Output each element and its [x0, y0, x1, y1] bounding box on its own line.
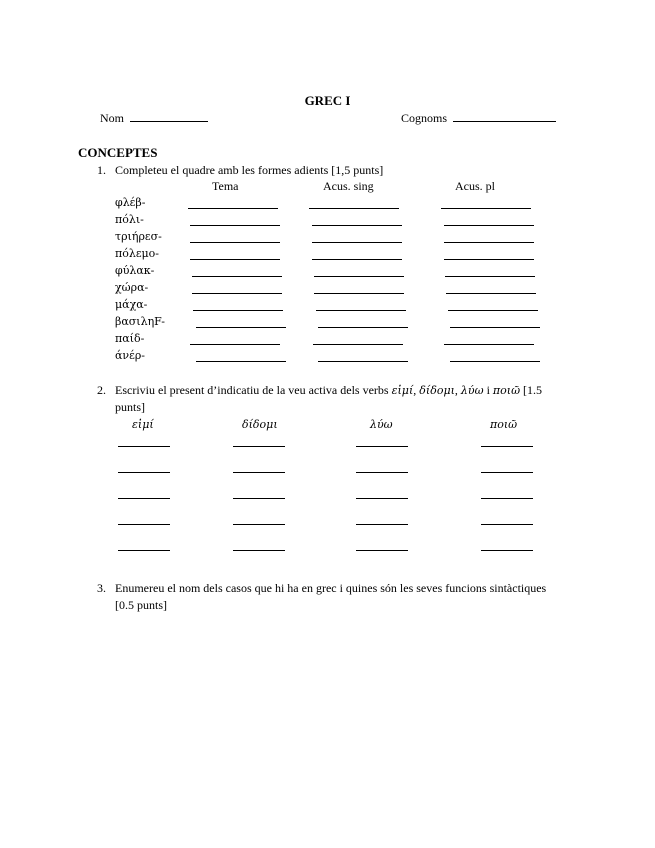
q1-blank-acus-pl[interactable]	[448, 310, 538, 311]
q1-blank-tema[interactable]	[193, 310, 283, 311]
q2-blank-1[interactable]	[118, 446, 170, 447]
q1-blank-tema[interactable]	[188, 208, 278, 209]
q1-blank-tema[interactable]	[190, 225, 280, 226]
q2-blank-1[interactable]	[118, 550, 170, 551]
q1-blank-acus-pl[interactable]	[444, 344, 534, 345]
q2-blank-1[interactable]	[118, 524, 170, 525]
q2-number: 2.	[97, 383, 106, 397]
q2-blank-4[interactable]	[481, 524, 533, 525]
q1-header-acus-pl: Acus. pl	[455, 179, 495, 193]
q1-blank-acus-sing[interactable]	[312, 259, 402, 260]
nom-label: Nom	[100, 111, 124, 125]
q1-blank-acus-sing[interactable]	[318, 327, 408, 328]
q2-blank-4[interactable]	[481, 550, 533, 551]
q1-stem-label: άνέρ-	[115, 349, 145, 362]
q1-stem-label: φύλακ-	[115, 264, 155, 277]
q2-col-verb-1: εἰμί	[132, 418, 154, 431]
q1-blank-tema[interactable]	[196, 361, 286, 362]
q2-blank-4[interactable]	[481, 498, 533, 499]
q2-blank-2[interactable]	[233, 498, 285, 499]
q1-blank-tema[interactable]	[190, 259, 280, 260]
q2-blank-1[interactable]	[118, 472, 170, 473]
nom-field	[100, 111, 208, 126]
q2-text	[115, 383, 542, 398]
q3-text-line2: [0.5 punts]	[115, 598, 167, 612]
q1-stem-label: μάχα-	[115, 298, 148, 311]
cognoms-label: Cognoms	[401, 111, 448, 125]
q2-sep-3: i	[483, 383, 493, 397]
cognoms-field	[401, 111, 556, 126]
q2-verb-2: δίδομι	[419, 384, 455, 397]
q1-stem-label: φλέβ-	[115, 196, 146, 209]
section-heading: CONCEPTES	[78, 145, 158, 160]
q2-blank-1[interactable]	[118, 498, 170, 499]
q2-blank-3[interactable]	[356, 498, 408, 499]
q1-blank-acus-pl[interactable]	[450, 361, 540, 362]
page-title: GREC I	[304, 93, 351, 108]
q2-blank-4[interactable]	[481, 472, 533, 473]
nom-blank[interactable]	[130, 120, 208, 122]
q2-text-line2: punts]	[115, 400, 145, 414]
q1-blank-acus-sing[interactable]	[318, 361, 408, 362]
q1-blank-tema[interactable]	[196, 327, 286, 328]
q1-blank-acus-sing[interactable]	[309, 208, 399, 209]
q3-number: 3.	[97, 581, 106, 595]
q1-blank-acus-sing[interactable]	[313, 344, 403, 345]
q1-blank-tema[interactable]	[192, 276, 282, 277]
q2-col-verb-2: δίδομι	[242, 418, 278, 431]
q3-text-line1: Enumereu el nom dels casos que hi ha en grec i quines són les seves funcions sintàctiques	[115, 581, 547, 595]
q1-blank-tema[interactable]	[192, 293, 282, 294]
q2-verb-1: εἰμί	[391, 384, 414, 397]
q2-sep-2: ,	[454, 383, 461, 397]
q2-blank-3[interactable]	[356, 550, 408, 551]
q1-stem-label: τριήρεσ-	[115, 230, 162, 243]
q1-stem-label: χώρα-	[115, 281, 149, 294]
q1-blank-acus-pl[interactable]	[441, 208, 531, 209]
q2-blank-2[interactable]	[233, 446, 285, 447]
q2-blank-2[interactable]	[233, 524, 285, 525]
q2-col-verb-3: λύω	[370, 418, 393, 431]
q1-header-tema: Tema	[212, 179, 239, 193]
q2-blank-2[interactable]	[233, 550, 285, 551]
q1-blank-acus-pl[interactable]	[450, 327, 540, 328]
q1-stem-label: βασιληF-	[115, 315, 166, 328]
q2-verb-3: λύω	[460, 384, 484, 397]
q2-blank-3[interactable]	[356, 446, 408, 447]
q1-blank-acus-pl[interactable]	[444, 259, 534, 260]
cognoms-blank[interactable]	[453, 120, 556, 122]
q1-blank-acus-sing[interactable]	[314, 276, 404, 277]
q2-blank-2[interactable]	[233, 472, 285, 473]
q2-blank-4[interactable]	[481, 446, 533, 447]
q1-blank-acus-sing[interactable]	[312, 225, 402, 226]
q1-blank-tema[interactable]	[190, 242, 280, 243]
q2-col-verb-4: ποιῶ	[490, 418, 518, 431]
q1-blank-acus-sing[interactable]	[314, 293, 404, 294]
q1-blank-acus-pl[interactable]	[444, 242, 534, 243]
q1-blank-acus-pl[interactable]	[444, 225, 534, 226]
q1-blank-acus-pl[interactable]	[445, 276, 535, 277]
q1-blank-acus-sing[interactable]	[312, 242, 402, 243]
q1-blank-tema[interactable]	[190, 344, 280, 345]
q2-blank-3[interactable]	[356, 472, 408, 473]
q1-text: Completeu el quadre amb les formes adients [1,5 punts]	[115, 163, 384, 177]
q1-stem-label: πόλι-	[115, 213, 144, 226]
q2-blank-3[interactable]	[356, 524, 408, 525]
q2-sep-1: ,	[413, 383, 420, 397]
q1-stem-label: παίδ-	[115, 332, 145, 345]
q1-blank-acus-pl[interactable]	[446, 293, 536, 294]
q1-header-acus-sing: Acus. sing	[323, 179, 374, 193]
q1-blank-acus-sing[interactable]	[316, 310, 406, 311]
q2-verb-4: ποιῶ	[492, 384, 521, 397]
q1-number: 1.	[97, 163, 106, 177]
q2-text-before: Escriviu el present d’indicatiu de la veu activa dels verbs	[115, 383, 392, 397]
q1-stem-label: πόλεμο-	[115, 247, 160, 260]
q2-text-after: [1.5	[520, 383, 543, 397]
